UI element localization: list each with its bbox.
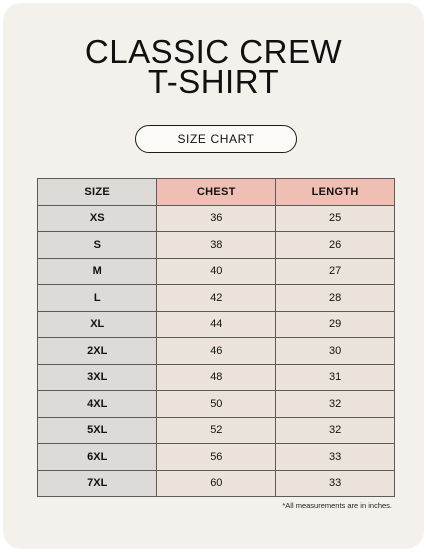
table-row: [38, 232, 395, 259]
size-table: [37, 178, 395, 497]
table-row: [38, 311, 395, 338]
table-header-row: [38, 179, 395, 206]
size-chart-card: [3, 3, 424, 549]
title-line-1: CLASSIC CREW: [84, 33, 343, 70]
cell-size: XS: [38, 205, 157, 232]
table-row: [38, 285, 395, 312]
header-chest: CHEST: [157, 179, 276, 206]
cell-size: 5XL: [38, 417, 157, 444]
cell-size: 7XL: [38, 470, 157, 497]
table-row: [38, 417, 395, 444]
cell-chest: 48: [157, 364, 276, 391]
cell-length: 33: [276, 470, 395, 497]
cell-size: 4XL: [38, 391, 157, 418]
cell-chest: 50: [157, 391, 276, 418]
cell-chest: 36: [157, 205, 276, 232]
page-title: [3, 33, 424, 100]
cell-chest: 38: [157, 232, 276, 259]
title-line-2: T-SHIRT: [147, 63, 280, 100]
cell-length: 25: [276, 205, 395, 232]
cell-size: 6XL: [38, 444, 157, 471]
cell-length: 32: [276, 417, 395, 444]
table-row: [38, 391, 395, 418]
size-chart-badge: SIZE CHART: [135, 125, 297, 153]
cell-size: 2XL: [38, 338, 157, 365]
cell-length: 26: [276, 232, 395, 259]
cell-length: 27: [276, 258, 395, 285]
cell-size: M: [38, 258, 157, 285]
cell-length: 29: [276, 311, 395, 338]
table-row: [38, 338, 395, 365]
cell-chest: 52: [157, 417, 276, 444]
cell-chest: 56: [157, 444, 276, 471]
cell-size: XL: [38, 311, 157, 338]
table-row: [38, 470, 395, 497]
header-size: SIZE: [38, 179, 157, 206]
cell-length: 28: [276, 285, 395, 312]
cell-size: S: [38, 232, 157, 259]
cell-length: 32: [276, 391, 395, 418]
table-row: [38, 364, 395, 391]
cell-size: L: [38, 285, 157, 312]
cell-chest: 44: [157, 311, 276, 338]
cell-length: 30: [276, 338, 395, 365]
cell-chest: 46: [157, 338, 276, 365]
measurement-footnote: *All measurements are in inches.: [282, 501, 392, 510]
header-length: LENGTH: [276, 179, 395, 206]
cell-chest: 60: [157, 470, 276, 497]
cell-chest: 42: [157, 285, 276, 312]
cell-length: 33: [276, 444, 395, 471]
cell-size: 3XL: [38, 364, 157, 391]
table-row: [38, 258, 395, 285]
cell-chest: 40: [157, 258, 276, 285]
cell-length: 31: [276, 364, 395, 391]
table-row: [38, 444, 395, 471]
table-row: [38, 205, 395, 232]
